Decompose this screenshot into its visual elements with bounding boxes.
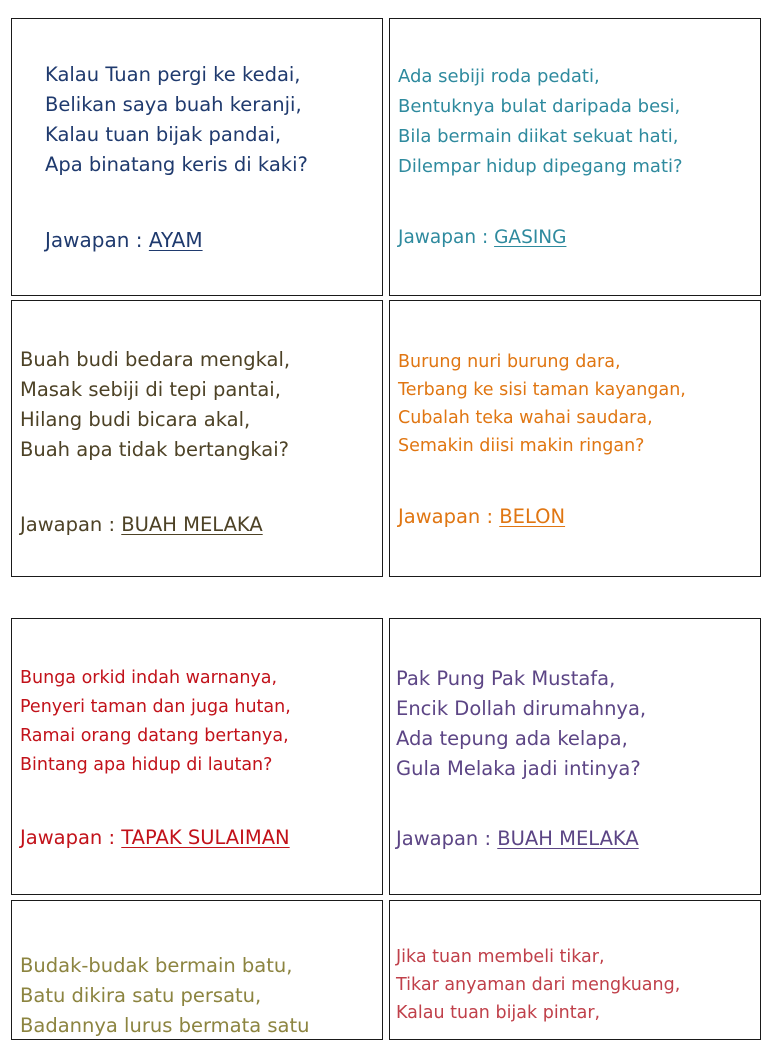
verse-line: Ada tepung ada kelapa, <box>396 727 628 750</box>
answer-prefix: Jawapan : <box>20 826 116 849</box>
verse-line: Kalau Tuan pergi ke kedai, <box>45 63 301 86</box>
verse-line: Kalau tuan bijak pandai, <box>45 123 282 146</box>
verse-line: Belikan saya buah keranji, <box>45 93 302 116</box>
answer-prefix: Jawapan : <box>45 228 143 252</box>
answer-prefix: Jawapan : <box>396 827 492 850</box>
verse-line: Buah apa tidak bertangkai? <box>20 438 289 461</box>
verse-line: Masak sebiji di tepi pantai, <box>20 378 281 401</box>
answer-line <box>398 505 565 528</box>
pantun-card <box>11 618 383 895</box>
pantun-card <box>389 300 761 577</box>
answer-line <box>396 827 639 850</box>
answer-value: TAPAK SULAIMAN <box>121 826 290 849</box>
verse-line: Ramai orang datang bertanya, <box>20 726 289 746</box>
verse-line: Ada sebiji roda pedati, <box>398 66 600 87</box>
verse-line: Penyeri taman dan juga hutan, <box>20 697 291 717</box>
pantun-verse <box>398 348 686 460</box>
answer-line <box>20 826 290 849</box>
verse-line: Jika tuan membeli tikar, <box>396 947 605 967</box>
verse-line: Kalau tuan bijak pintar, <box>396 1003 601 1023</box>
verse-line: Pak Pung Pak Mustafa, <box>396 667 616 690</box>
answer-prefix: Jawapan : <box>398 505 494 528</box>
answer-value: BUAH MELAKA <box>121 513 263 536</box>
verse-line: Terbang ke sisi taman kayangan, <box>398 380 686 400</box>
answer-prefix: Jawapan : <box>398 227 489 248</box>
pantun-card <box>11 18 383 296</box>
pantun-verse <box>396 664 646 784</box>
verse-line: Bunga orkid indah warnanya, <box>20 668 278 688</box>
verse-line: Semakin diisi makin ringan? <box>398 436 645 456</box>
verse-line: Tikar anyaman dari mengkuang, <box>396 975 681 995</box>
pantun-verse <box>45 60 308 180</box>
verse-line: Bentuknya bulat daripada besi, <box>398 96 681 117</box>
answer-prefix: Jawapan : <box>20 513 116 536</box>
pantun-verse <box>20 345 290 465</box>
pantun-verse <box>20 951 309 1040</box>
answer-value: AYAM <box>148 228 203 252</box>
answer-line <box>45 228 203 252</box>
pantun-verse <box>396 943 680 1027</box>
verse-line: Batu dikira satu persatu, <box>20 984 262 1007</box>
verse-line: Badannya lurus bermata satu <box>20 1014 310 1037</box>
pantun-verse <box>398 62 683 182</box>
answer-value: BUAH MELAKA <box>497 827 639 850</box>
verse-line: Apa binatang keris di kaki? <box>45 153 308 176</box>
verse-line: Cubalah teka wahai saudara, <box>398 408 653 428</box>
answer-value: BELON <box>499 505 566 528</box>
verse-line: Gula Melaka jadi intinya? <box>396 757 641 780</box>
answer-line <box>398 227 566 248</box>
pantun-card <box>389 18 761 296</box>
answer-value: GASING <box>494 227 567 248</box>
verse-line: Burung nuri burung dara, <box>398 352 621 372</box>
pantun-card <box>389 900 761 1040</box>
pantun-card <box>389 618 761 895</box>
pantun-verse <box>20 664 291 780</box>
verse-line: Hilang budi bicara akal, <box>20 408 251 431</box>
verse-line: Budak-budak bermain batu, <box>20 954 293 977</box>
verse-line: Bintang apa hidup di lautan? <box>20 755 273 775</box>
verse-line: Encik Dollah dirumahnya, <box>396 697 647 720</box>
answer-line <box>20 513 263 536</box>
pantun-card <box>11 300 383 577</box>
verse-line: Dilempar hidup dipegang mati? <box>398 156 683 177</box>
verse-line: Buah budi bedara mengkal, <box>20 348 291 371</box>
pantun-card <box>11 900 383 1040</box>
verse-line: Bila bermain diikat sekuat hati, <box>398 126 679 147</box>
